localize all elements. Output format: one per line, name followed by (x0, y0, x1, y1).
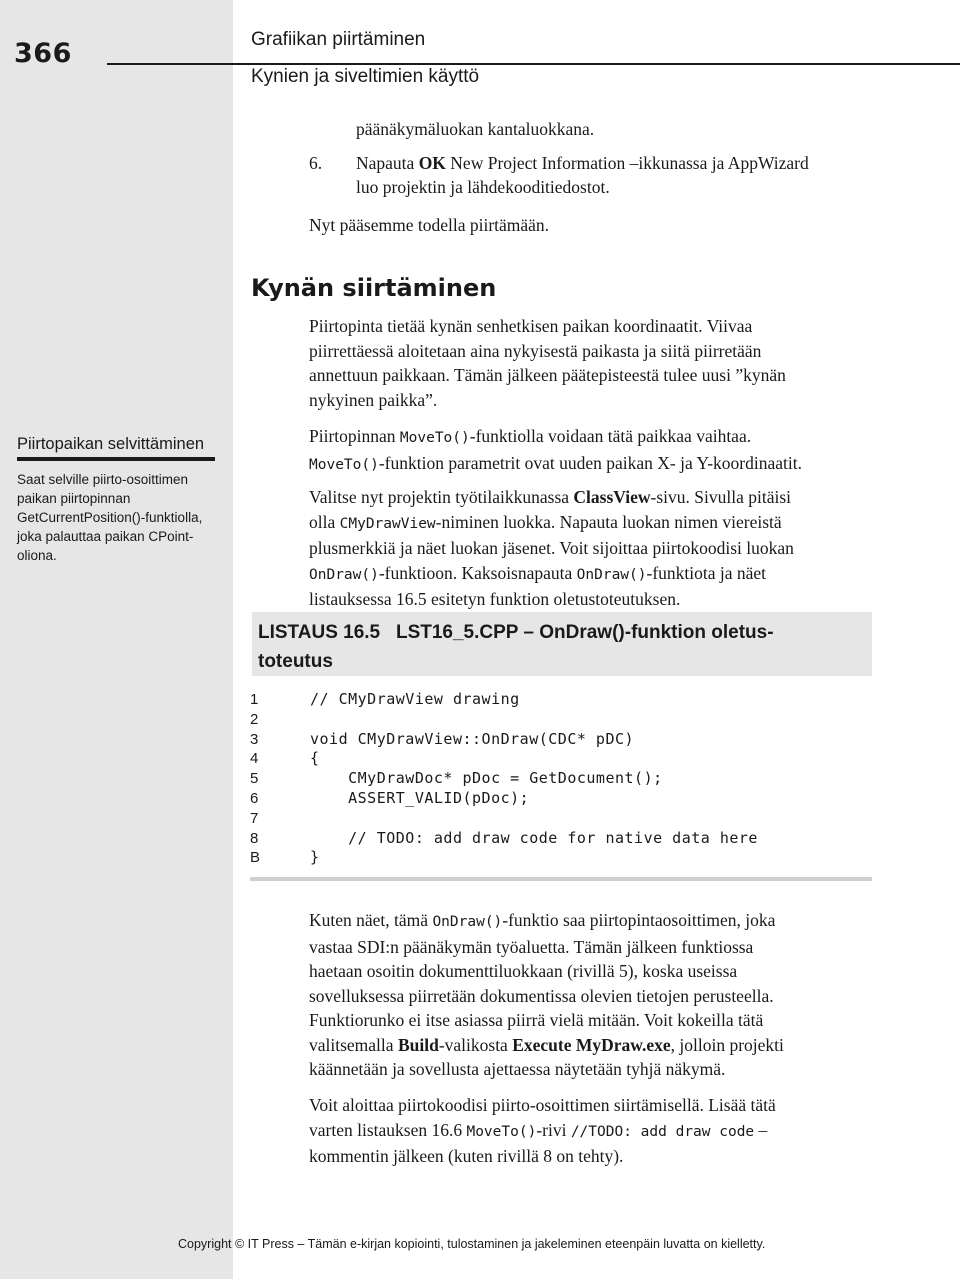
code-line: 7 (250, 809, 259, 827)
step-6-line-2: luo projektin ja lähdekooditiedostot. (356, 177, 610, 197)
sidebar-note-body: Saat selville piirto-osoittimen paikan piirtopinnan GetCurrentPosition()-funktiolla, joka palauttaa paikan CPoint-oliona. (17, 472, 203, 563)
paragraph-1: Piirtopinta tietää kynän senhetkisen paikan koordinaatit. Viivaa piirrettäessä aloitetaan aina nykyisestä paikasta ja siitä piirretään annettuun paikkaan. Tämän jälkeen päätepisteestä tulee uusi ”kynän nykyinen paikka”. (309, 316, 786, 410)
code-line: 4 { (250, 749, 320, 768)
code-line: B } (250, 848, 320, 867)
copyright-footer: Copyright © IT Press – Tämän e-kirjan kopiointi, tulostaminen ja jakeleminen eteenpäin luvatta on kielletty. (178, 1237, 766, 1251)
code-line: 8 // TODO: add draw code for native data here (250, 828, 758, 847)
code-line: 6 ASSERT_VALID(pDoc); (250, 788, 530, 807)
code-listing (250, 690, 872, 868)
running-header-chapter: Grafiikan piirtäminen (251, 29, 426, 50)
code-line: 1 // CMyDrawView drawing (250, 690, 520, 708)
code-line: 3 void CMyDrawView::OnDraw(CDC* pDC) (250, 729, 635, 748)
sidebar-note-title: Piirtopaikan selvittäminen (17, 435, 205, 453)
code-listing-rule (250, 877, 872, 881)
intro-now: Nyt pääsemme todella piirtämään. (309, 215, 550, 235)
page-number: 366 (14, 38, 72, 69)
header-divider (107, 63, 960, 65)
paragraph-5: Voit aloittaa piirtokoodisi piirto-osoittimen siirtämisellä. Lisää tätä varten listauksen 16.6 MoveTo()-rivi //TODO: add draw code – kommentin jälkeen (kuten rivillä 8 on tehty). (309, 1095, 776, 1166)
margin-sidebar (0, 0, 233, 1279)
section-heading: Kynän siirtäminen (251, 274, 497, 302)
paragraph-3: Valitse nyt projektin työtilaikkunassa ClassView-sivu. Sivulla pitäisi olla CMyDrawView-niminen luokka. Napauta luokan nimen viereistä plusmerkkiä ja näet luokan jäsenet. Voit sijoittaa piirtokoodisi luokan OnDraw()-funktioon. Kaksoisnapauta OnDraw()-funktiota ja näet listauksessa 16.5 esitetyn funktion oletustoteutuksen. (309, 487, 794, 609)
paragraph-4: Kuten näet, tämä OnDraw()-funktio saa piirtopintaosoittimen, joka vastaa SDI:n päänäkymän työaluetta. Tämän jälkeen funktiossa haetaan osoitin dokumenttiluokkaan (rivillä 5), koska useissa sovelluksessa piirretään dokumentissa olevien tietojen perusteella. Funktiorunko ei itse asiassa piirrä vielä mitään. Voit kokeilla tätä valitsemalla Build-valikosta Execute MyDraw.exe, jolloin projekti käännetään ja sovellusta ajettaessa näytetään tyhjä näkymä. (309, 910, 784, 1079)
step-6-line-1: Napauta OK New Project Information –ikkunassa ja AppWizard (356, 153, 809, 173)
step-number: 6. (309, 153, 323, 173)
code-line: 2 (250, 710, 259, 728)
paragraph-2: Piirtopinnan MoveTo()-funktiolla voidaan tätä paikkaa vaihtaa. MoveTo()-funktion parametrit ovat uuden paikan X- ja Y-koordinaatit. (309, 426, 802, 473)
running-header-section: Kynien ja siveltimien käyttö (251, 66, 480, 87)
intro-line: päänäkymäluokan kantaluokkana. (356, 119, 595, 139)
sidebar-note-rule (17, 457, 215, 461)
listing-caption: LISTAUS 16.5 LST16_5.CPP – OnDraw()-funktion oletus- toteutus (258, 622, 774, 672)
code-line: 5 CMyDrawDoc* pDoc = GetDocument(); (250, 769, 663, 788)
